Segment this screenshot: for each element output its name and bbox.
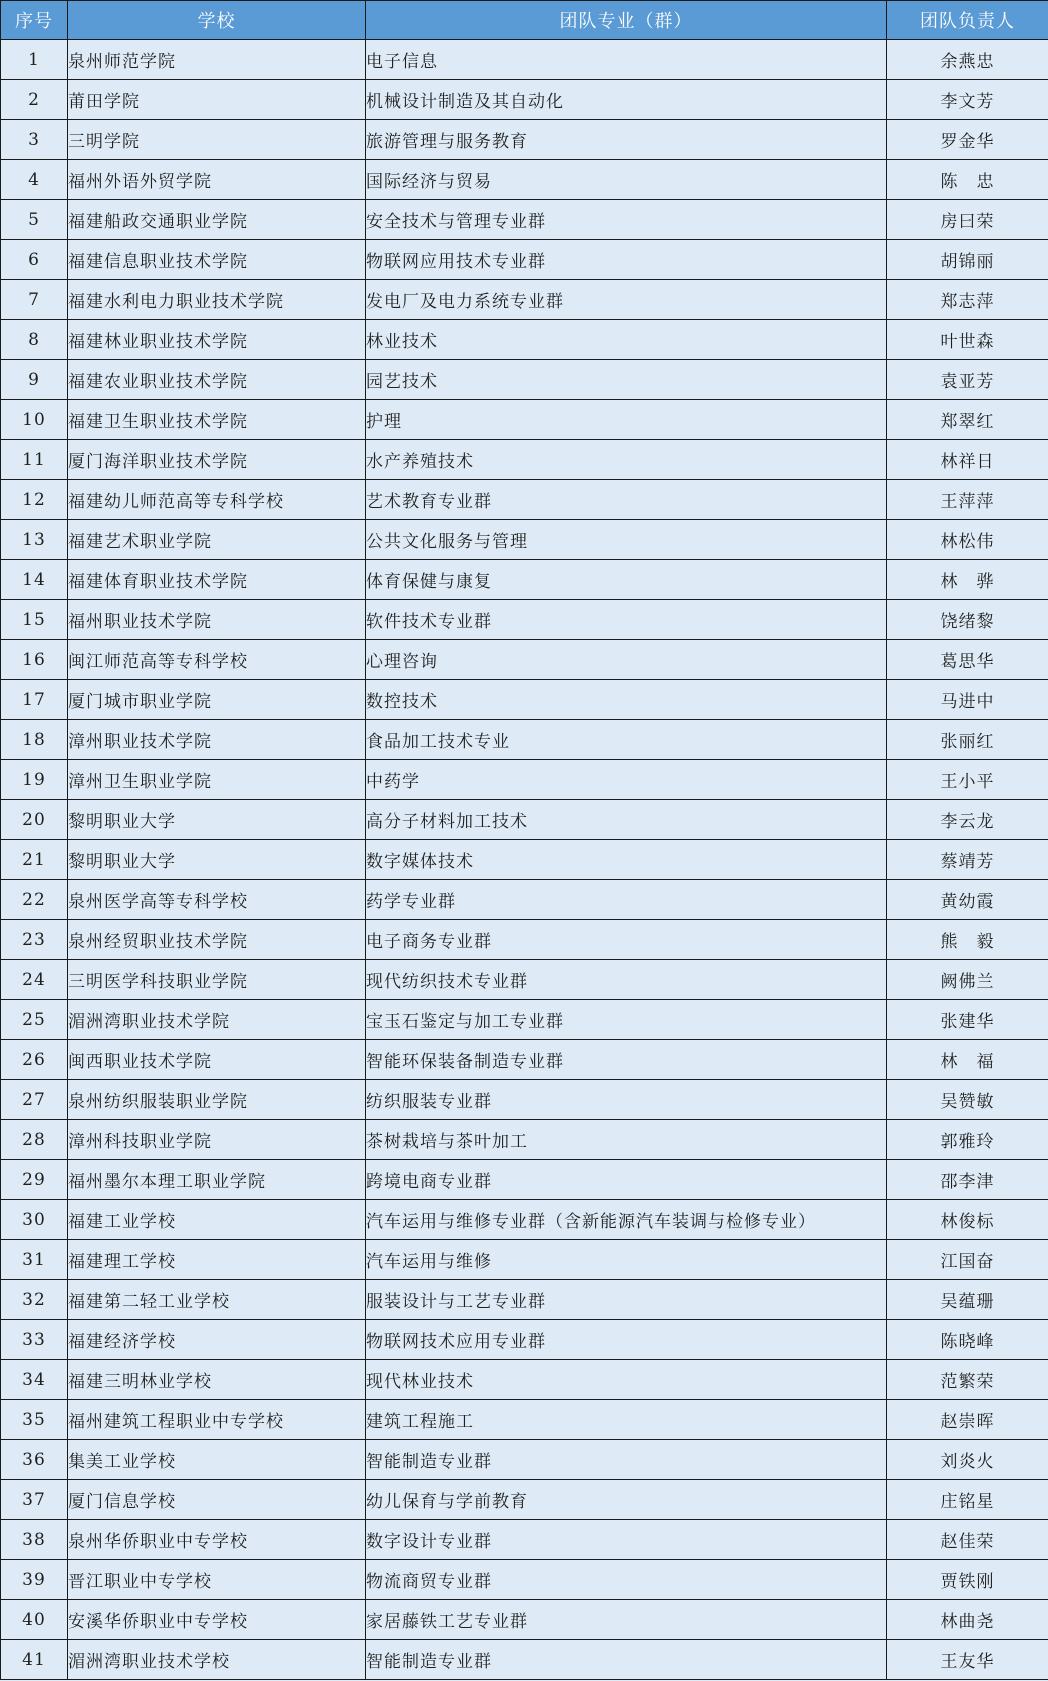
cell-leader: 吴蕴珊	[887, 1280, 1048, 1320]
cell-school: 漳州职业技术学院	[68, 720, 366, 760]
cell-major: 汽车运用与维修专业群（含新能源汽车装调与检修专业）	[366, 1200, 887, 1240]
cell-major: 物联网技术应用专业群	[366, 1320, 887, 1360]
table-row	[1, 1000, 1048, 1040]
table-row	[1, 1640, 1048, 1680]
cell-major: 水产养殖技术	[366, 440, 887, 480]
header-row	[1, 1, 1048, 40]
cell-school: 福州建筑工程职业中专学校	[68, 1400, 366, 1440]
cell-major: 智能环保装备制造专业群	[366, 1040, 887, 1080]
cell-no: 20	[1, 800, 68, 840]
table-row	[1, 600, 1048, 640]
header-school: 学校	[68, 1, 366, 40]
cell-leader: 庄铭星	[887, 1480, 1048, 1520]
table-row	[1, 1040, 1048, 1080]
cell-no: 41	[1, 1640, 68, 1680]
cell-school: 福建水利电力职业技术学院	[68, 280, 366, 320]
table-row	[1, 520, 1048, 560]
cell-no: 11	[1, 440, 68, 480]
cell-leader: 余燕忠	[887, 40, 1048, 80]
cell-no: 29	[1, 1160, 68, 1200]
cell-leader: 郑翠红	[887, 400, 1048, 440]
header-no: 序号	[1, 1, 68, 40]
cell-major: 数控技术	[366, 680, 887, 720]
cell-school: 集美工业学校	[68, 1440, 366, 1480]
cell-school: 黎明职业大学	[68, 840, 366, 880]
cell-school: 福建经济学校	[68, 1320, 366, 1360]
cell-no: 19	[1, 760, 68, 800]
cell-no: 8	[1, 320, 68, 360]
cell-no: 38	[1, 1520, 68, 1560]
table-row	[1, 1160, 1048, 1200]
cell-school: 福建林业职业技术学院	[68, 320, 366, 360]
cell-leader: 林 骅	[887, 560, 1048, 600]
cell-major: 食品加工技术专业	[366, 720, 887, 760]
table-row	[1, 760, 1048, 800]
cell-school: 闽西职业技术学院	[68, 1040, 366, 1080]
cell-major: 数字媒体技术	[366, 840, 887, 880]
cell-major: 心理咨询	[366, 640, 887, 680]
table-row	[1, 120, 1048, 160]
cell-major: 服装设计与工艺专业群	[366, 1280, 887, 1320]
cell-no: 15	[1, 600, 68, 640]
cell-school: 泉州医学高等专科学校	[68, 880, 366, 920]
table-row	[1, 160, 1048, 200]
cell-leader: 林曲尧	[887, 1600, 1048, 1640]
cell-school: 湄洲湾职业技术学院	[68, 1000, 366, 1040]
cell-no: 12	[1, 480, 68, 520]
table-row	[1, 800, 1048, 840]
table-row	[1, 80, 1048, 120]
table-row	[1, 40, 1048, 80]
cell-school: 泉州经贸职业技术学院	[68, 920, 366, 960]
cell-major: 幼儿保育与学前教育	[366, 1480, 887, 1520]
cell-school: 厦门信息学校	[68, 1480, 366, 1520]
cell-school: 福建理工学校	[68, 1240, 366, 1280]
table-body	[1, 40, 1048, 1680]
cell-major: 现代纺织技术专业群	[366, 960, 887, 1000]
table-row	[1, 1560, 1048, 1600]
cell-no: 6	[1, 240, 68, 280]
table-row	[1, 560, 1048, 600]
table-row	[1, 1200, 1048, 1240]
cell-leader: 熊 毅	[887, 920, 1048, 960]
cell-major: 纺织服装专业群	[366, 1080, 887, 1120]
cell-leader: 李云龙	[887, 800, 1048, 840]
cell-no: 34	[1, 1360, 68, 1400]
cell-leader: 江国奋	[887, 1240, 1048, 1280]
cell-leader: 王小平	[887, 760, 1048, 800]
cell-leader: 赵佳荣	[887, 1520, 1048, 1560]
table-row	[1, 1280, 1048, 1320]
cell-school: 厦门城市职业学院	[68, 680, 366, 720]
cell-leader: 黄幼霞	[887, 880, 1048, 920]
cell-no: 35	[1, 1400, 68, 1440]
cell-major: 茶树栽培与茶叶加工	[366, 1120, 887, 1160]
cell-leader: 林俊标	[887, 1200, 1048, 1240]
cell-leader: 吴赞敏	[887, 1080, 1048, 1120]
table-row	[1, 1600, 1048, 1640]
cell-leader: 叶世森	[887, 320, 1048, 360]
cell-major: 公共文化服务与管理	[366, 520, 887, 560]
cell-school: 三明学院	[68, 120, 366, 160]
cell-leader: 蔡靖芳	[887, 840, 1048, 880]
cell-school: 福建幼儿师范高等专科学校	[68, 480, 366, 520]
table-row	[1, 1520, 1048, 1560]
cell-major: 机械设计制造及其自动化	[366, 80, 887, 120]
cell-major: 护理	[366, 400, 887, 440]
cell-school: 厦门海洋职业技术学院	[68, 440, 366, 480]
table-row	[1, 1320, 1048, 1360]
cell-no: 27	[1, 1080, 68, 1120]
cell-school: 湄洲湾职业技术学校	[68, 1640, 366, 1680]
cell-leader: 林松伟	[887, 520, 1048, 560]
header-major: 团队专业（群）	[366, 1, 887, 40]
cell-school: 福州外语外贸学院	[68, 160, 366, 200]
cell-major: 物流商贸专业群	[366, 1560, 887, 1600]
cell-major: 高分子材料加工技术	[366, 800, 887, 840]
cell-leader: 刘炎火	[887, 1440, 1048, 1480]
header-leader: 团队负责人	[887, 1, 1048, 40]
cell-leader: 胡锦丽	[887, 240, 1048, 280]
cell-school: 福州职业技术学院	[68, 600, 366, 640]
table-row	[1, 480, 1048, 520]
cell-school: 莆田学院	[68, 80, 366, 120]
cell-leader: 罗金华	[887, 120, 1048, 160]
cell-major: 发电厂及电力系统专业群	[366, 280, 887, 320]
cell-no: 21	[1, 840, 68, 880]
cell-school: 漳州科技职业学院	[68, 1120, 366, 1160]
cell-no: 13	[1, 520, 68, 560]
cell-no: 16	[1, 640, 68, 680]
cell-leader: 郭雅玲	[887, 1120, 1048, 1160]
cell-leader: 林祥日	[887, 440, 1048, 480]
table-row	[1, 640, 1048, 680]
cell-no: 7	[1, 280, 68, 320]
cell-major: 电子信息	[366, 40, 887, 80]
cell-major: 智能制造专业群	[366, 1640, 887, 1680]
cell-no: 22	[1, 880, 68, 920]
cell-major: 林业技术	[366, 320, 887, 360]
cell-no: 24	[1, 960, 68, 1000]
table-row	[1, 240, 1048, 280]
cell-major: 中药学	[366, 760, 887, 800]
cell-leader: 贾铁刚	[887, 1560, 1048, 1600]
cell-leader: 陈晓峰	[887, 1320, 1048, 1360]
cell-no: 26	[1, 1040, 68, 1080]
cell-leader: 邵李津	[887, 1160, 1048, 1200]
table-row	[1, 1480, 1048, 1520]
table-row	[1, 200, 1048, 240]
cell-major: 体育保健与康复	[366, 560, 887, 600]
cell-school: 晋江职业中专学校	[68, 1560, 366, 1600]
cell-no: 5	[1, 200, 68, 240]
cell-no: 31	[1, 1240, 68, 1280]
cell-major: 国际经济与贸易	[366, 160, 887, 200]
cell-school: 福建三明林业学校	[68, 1360, 366, 1400]
cell-school: 福建第二轻工业学校	[68, 1280, 366, 1320]
cell-leader: 陈 忠	[887, 160, 1048, 200]
cell-no: 30	[1, 1200, 68, 1240]
cell-no: 9	[1, 360, 68, 400]
cell-major: 智能制造专业群	[366, 1440, 887, 1480]
cell-major: 旅游管理与服务教育	[366, 120, 887, 160]
table-row	[1, 1440, 1048, 1480]
table-row	[1, 400, 1048, 440]
cell-no: 3	[1, 120, 68, 160]
cell-leader: 张丽红	[887, 720, 1048, 760]
cell-leader: 马进中	[887, 680, 1048, 720]
cell-major: 药学专业群	[366, 880, 887, 920]
cell-school: 福建船政交通职业学院	[68, 200, 366, 240]
cell-no: 32	[1, 1280, 68, 1320]
table-row	[1, 1080, 1048, 1120]
cell-no: 10	[1, 400, 68, 440]
cell-leader: 范繁荣	[887, 1360, 1048, 1400]
cell-leader: 郑志萍	[887, 280, 1048, 320]
table-row	[1, 1360, 1048, 1400]
cell-school: 泉州纺织服装职业学院	[68, 1080, 366, 1120]
cell-major: 电子商务专业群	[366, 920, 887, 960]
cell-major: 数字设计专业群	[366, 1520, 887, 1560]
table-row	[1, 920, 1048, 960]
cell-major: 安全技术与管理专业群	[366, 200, 887, 240]
cell-leader: 袁亚芳	[887, 360, 1048, 400]
cell-no: 17	[1, 680, 68, 720]
cell-school: 福建农业职业技术学院	[68, 360, 366, 400]
cell-school: 漳州卫生职业学院	[68, 760, 366, 800]
cell-major: 现代林业技术	[366, 1360, 887, 1400]
cell-major: 宝玉石鉴定与加工专业群	[366, 1000, 887, 1040]
cell-no: 36	[1, 1440, 68, 1480]
cell-leader: 饶绪黎	[887, 600, 1048, 640]
cell-no: 2	[1, 80, 68, 120]
cell-major: 软件技术专业群	[366, 600, 887, 640]
cell-leader: 张建华	[887, 1000, 1048, 1040]
table-header	[1, 1, 1048, 40]
cell-major: 汽车运用与维修	[366, 1240, 887, 1280]
cell-no: 14	[1, 560, 68, 600]
table-row	[1, 360, 1048, 400]
cell-major: 园艺技术	[366, 360, 887, 400]
table-row	[1, 280, 1048, 320]
cell-school: 三明医学科技职业学院	[68, 960, 366, 1000]
cell-school: 黎明职业大学	[68, 800, 366, 840]
table-row	[1, 720, 1048, 760]
cell-no: 40	[1, 1600, 68, 1640]
table-row	[1, 440, 1048, 480]
cell-school: 安溪华侨职业中专学校	[68, 1600, 366, 1640]
cell-school: 福建卫生职业技术学院	[68, 400, 366, 440]
cell-leader: 赵崇晖	[887, 1400, 1048, 1440]
cell-school: 泉州师范学院	[68, 40, 366, 80]
cell-no: 25	[1, 1000, 68, 1040]
table-row	[1, 880, 1048, 920]
table-row	[1, 1400, 1048, 1440]
cell-major: 家居藤铁工艺专业群	[366, 1600, 887, 1640]
cell-major: 物联网应用技术专业群	[366, 240, 887, 280]
table-row	[1, 840, 1048, 880]
table-row	[1, 1120, 1048, 1160]
cell-school: 泉州华侨职业中专学校	[68, 1520, 366, 1560]
cell-no: 39	[1, 1560, 68, 1600]
cell-no: 1	[1, 40, 68, 80]
cell-leader: 王友华	[887, 1640, 1048, 1680]
cell-no: 4	[1, 160, 68, 200]
cell-school: 福州墨尔本理工职业学院	[68, 1160, 366, 1200]
cell-major: 建筑工程施工	[366, 1400, 887, 1440]
table-row	[1, 960, 1048, 1000]
cell-school: 福建工业学校	[68, 1200, 366, 1240]
cell-school: 福建艺术职业学院	[68, 520, 366, 560]
cell-leader: 王萍萍	[887, 480, 1048, 520]
cell-leader: 林 福	[887, 1040, 1048, 1080]
cell-no: 18	[1, 720, 68, 760]
cell-no: 23	[1, 920, 68, 960]
cell-leader: 阙佛兰	[887, 960, 1048, 1000]
cell-major: 艺术教育专业群	[366, 480, 887, 520]
cell-leader: 房曰荣	[887, 200, 1048, 240]
cell-no: 37	[1, 1480, 68, 1520]
cell-no: 28	[1, 1120, 68, 1160]
cell-leader: 李文芳	[887, 80, 1048, 120]
cell-leader: 葛思华	[887, 640, 1048, 680]
cell-school: 福建信息职业技术学院	[68, 240, 366, 280]
cell-major: 跨境电商专业群	[366, 1160, 887, 1200]
table-row	[1, 320, 1048, 360]
cell-school: 福建体育职业技术学院	[68, 560, 366, 600]
table-row	[1, 1240, 1048, 1280]
cell-school: 闽江师范高等专科学校	[68, 640, 366, 680]
cell-no: 33	[1, 1320, 68, 1360]
table-row	[1, 680, 1048, 720]
